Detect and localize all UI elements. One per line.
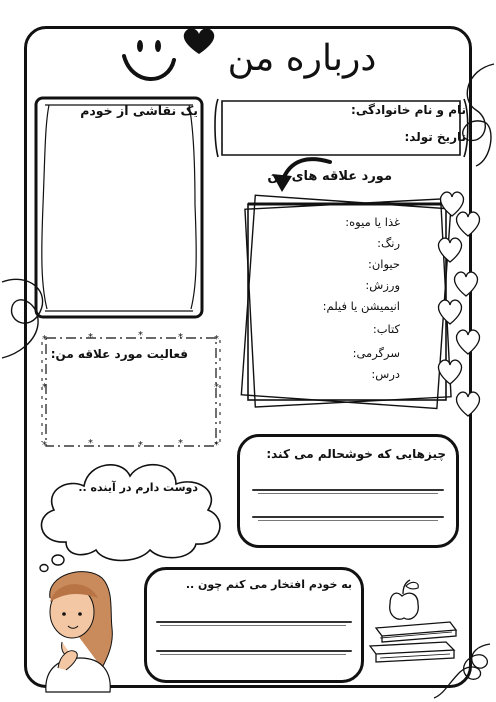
svg-text:*: * bbox=[42, 440, 47, 451]
favorite-item: ورزش: bbox=[365, 278, 400, 292]
favorites-heading: مورد علاقه های من bbox=[267, 169, 392, 184]
svg-text:*: * bbox=[88, 332, 93, 343]
proud-box-label: به خودم افتخار می کنم چون .. bbox=[185, 578, 352, 591]
hearts-decoration bbox=[436, 188, 486, 428]
writing-line bbox=[252, 516, 444, 518]
page-title: درباره من bbox=[227, 38, 377, 79]
heart-icon bbox=[181, 24, 217, 58]
svg-text:*: * bbox=[214, 382, 219, 393]
writing-line bbox=[156, 621, 352, 623]
favorite-item: رنگ: bbox=[377, 236, 400, 250]
drawing-box-label: یک نقاشی از خودم bbox=[80, 103, 198, 118]
svg-text:*: * bbox=[138, 330, 143, 341]
svg-text:*: * bbox=[178, 438, 183, 449]
favorite-item: انیمیشن یا فیلم: bbox=[322, 299, 400, 313]
thought-cloud bbox=[26, 452, 236, 574]
favorite-item: سرگرمی: bbox=[352, 346, 400, 360]
girl-thinking-illustration bbox=[36, 568, 142, 694]
name-label: نام و نام خانوادگی: bbox=[351, 103, 466, 117]
svg-text:*: * bbox=[42, 334, 47, 345]
svg-text:*: * bbox=[42, 382, 47, 393]
svg-text:*: * bbox=[138, 440, 143, 451]
drawing-frame bbox=[33, 95, 205, 320]
favorite-item: غذا یا میوه: bbox=[345, 215, 400, 229]
svg-text:*: * bbox=[88, 438, 93, 449]
happy-box-label: چیزهایی که خوشحالم می کند: bbox=[266, 447, 446, 461]
future-cloud-label: دوست دارم در آینده .. bbox=[78, 481, 198, 494]
favorites-list bbox=[260, 212, 400, 382]
favorite-item: درس: bbox=[371, 367, 400, 381]
favorite-item: حیوان: bbox=[367, 257, 400, 271]
birth-date-label: تاریخ تولد: bbox=[404, 130, 466, 144]
svg-text:*: * bbox=[178, 332, 183, 343]
writing-line bbox=[160, 654, 346, 655]
activity-box-label: فعالیت مورد علاقه من: bbox=[50, 347, 188, 361]
favorite-item: کتاب: bbox=[372, 322, 400, 336]
bottom-scribble-decoration bbox=[424, 640, 494, 700]
svg-text:*: * bbox=[214, 334, 219, 345]
writing-line bbox=[258, 520, 438, 521]
writing-line bbox=[156, 650, 352, 652]
svg-text:*: * bbox=[214, 440, 219, 451]
writing-line bbox=[160, 625, 346, 626]
writing-line bbox=[252, 489, 444, 491]
writing-line bbox=[258, 493, 438, 494]
